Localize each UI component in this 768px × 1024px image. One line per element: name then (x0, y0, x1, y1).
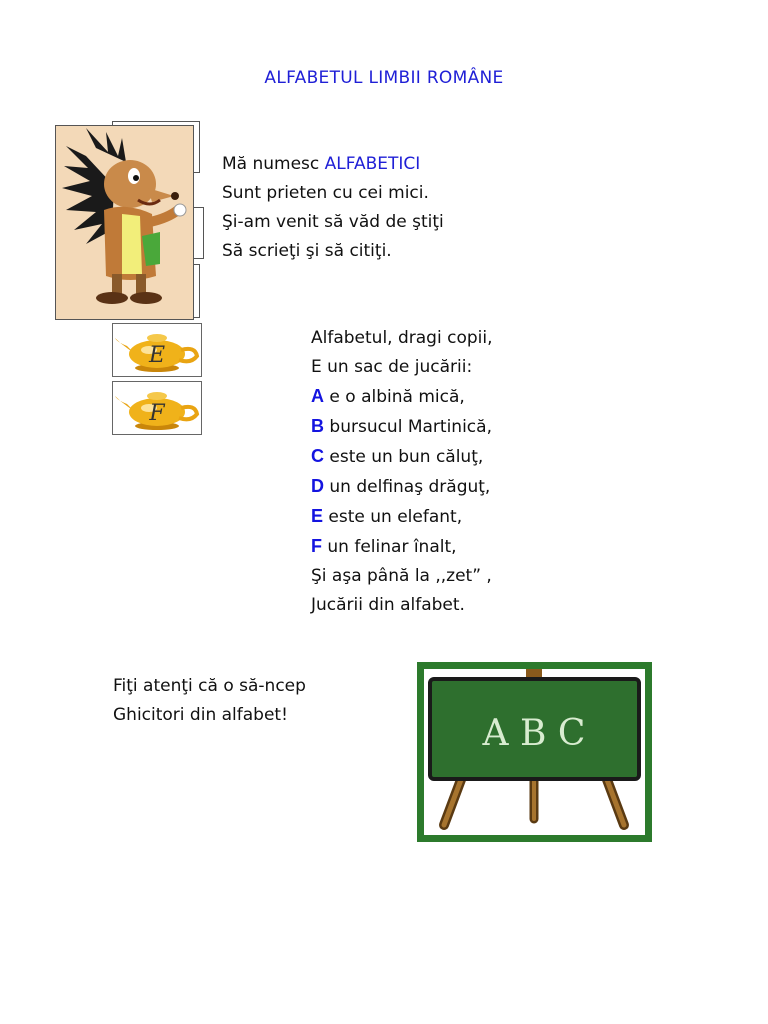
verse-text: un felinar înalt, (322, 537, 457, 557)
stanza-alphabet (311, 324, 492, 620)
verse-line: Alfabetul, dragi copii, (311, 328, 493, 348)
page-title: ALFABETUL LIMBII ROMÂNE (264, 68, 504, 88)
verse-text: un delfinaş drăguţ, (324, 477, 491, 497)
verse-line: Fiţi atenţi că o să-ncep (113, 676, 306, 696)
letter-line (311, 502, 492, 532)
highlight-letter: B (311, 416, 324, 436)
verse-line: Şi aşa până la ,,zet” , (311, 566, 492, 586)
highlight-letter: C (311, 446, 324, 466)
highlight-letter: F (311, 536, 322, 556)
stanza-closing (113, 672, 306, 730)
oil-lamp-icon (113, 324, 201, 376)
letter-line (311, 412, 492, 442)
board-letters: A B C (482, 713, 586, 754)
letter-line (311, 382, 492, 412)
verse-text: este un elefant, (323, 507, 463, 527)
verse-line: Ghicitori din alfabet! (113, 705, 288, 725)
oil-lamp-icon (113, 382, 201, 434)
lamp-card-f (112, 381, 202, 435)
stanza-intro (222, 150, 444, 266)
verse-line: E un sac de jucării: (311, 357, 473, 377)
verse-text: Mă numesc (222, 154, 325, 174)
letter-line (311, 442, 492, 472)
verse-line: Sunt prieten cu cei mici. (222, 183, 429, 203)
lamp-letter: F (149, 401, 165, 426)
hedgehog-illustration (55, 125, 194, 320)
lamp-letter: E (148, 343, 166, 368)
verse-line: Şi-am venit să văd de ştiţi (222, 212, 444, 232)
blackboard-icon (424, 669, 645, 835)
verse-text: bursucul Martinică, (324, 417, 492, 437)
letter-line (311, 472, 492, 502)
blackboard-illustration (417, 662, 652, 842)
highlight-letter: D (311, 476, 324, 496)
letter-line (311, 532, 492, 562)
highlight-letter: E (311, 506, 324, 526)
verse-text: este un bun căluţ, (324, 447, 484, 467)
lamp-card-e (112, 323, 202, 377)
hedgehog-icon (56, 126, 193, 319)
verse-line (222, 150, 444, 179)
verse-line: Să scrieţi şi să citiţi. (222, 241, 392, 261)
verse-line: Jucării din alfabet. (311, 595, 465, 615)
character-name: ALFABETICI (324, 154, 421, 174)
highlight-letter: A (311, 386, 324, 406)
verse-text: e o albină mică, (324, 387, 465, 407)
